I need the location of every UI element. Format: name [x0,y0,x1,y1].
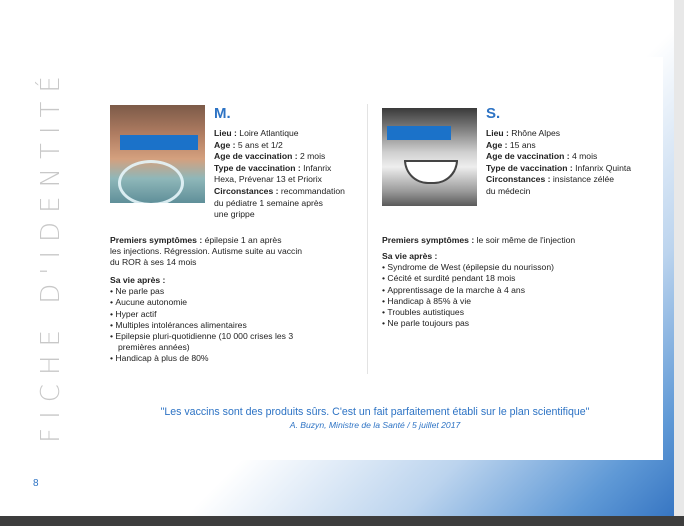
portrait-m [110,105,205,203]
list-item: • Troubles autistiques [382,307,602,318]
profile-info-m [214,128,364,221]
info-row: Age de vaccination : 2 mois [214,151,326,162]
oxygen-tube [118,160,184,203]
info-row: du pédiatre 1 semaine après [214,197,323,208]
info-row: Circonstances : insistance zélée [486,174,615,185]
info-row: Lieu : Loire Atlantique [214,128,299,138]
info-row: Type de vaccination : Infanrix Quinta [486,162,632,173]
symptoms-m [110,235,360,269]
list-item: • Ne parle pas [110,286,320,297]
info-row: Age : 5 ans et 1/2 [214,139,283,150]
column-divider [367,104,368,374]
info-row: une grippe [214,209,255,220]
info-row: Hexa, Prévenar 13 et Priorix [214,174,322,185]
list-item: • Cécité et surdité pendant 18 mois [382,273,602,284]
life-after-s [382,251,602,329]
list-item: • Multiples intolérances alimentaires [110,320,320,331]
symptoms-text-m: Premiers symptômes : épilepsie 1 an après [110,235,282,245]
info-row: du médecin [486,185,531,196]
life-after-m [110,275,320,365]
life-after-label-s: Sa vie après : [382,251,438,261]
symptoms-s [382,235,642,246]
portrait-s [382,108,477,206]
life-after-label-m: Sa vie après : [110,275,166,285]
quote-block [100,406,650,430]
list-item: • Epilepsie pluri-quotidienne (10 000 crises les 3 premières années) [110,331,320,353]
profile-name-s: S. [486,105,501,122]
quote-text: "Les vaccins sont des produits sûrs. C'est un fait parfaitement établi sur le plan scientifique" [160,406,590,418]
page-edge-bottom [0,516,684,526]
info-row: Circonstances : recommandation [214,185,345,196]
censor-bar [120,135,198,150]
info-row: Type de vaccination : Infanrix [214,162,332,173]
list-item: • Apprentissage de la marche à 4 ans [382,285,602,296]
censor-bar [387,126,451,140]
list-item: • Syndrome de West (épilepsie du nourisson) [382,262,602,273]
list-item: • Aucune autonomie [110,297,320,308]
profile-info-s [486,128,646,198]
quote-attribution: A. Buzyn, Ministre de la Santé / 5 juillet 2017 [289,420,461,430]
symptoms-text-s: Premiers symptômes : le soir même de l'injection [382,235,576,245]
list-item: • Handicap à plus de 80% [110,353,320,364]
page-edge-right [674,0,684,526]
smile [404,160,458,184]
info-row: Lieu : Rhône Alpes [486,128,561,138]
list-item: • Handicap à 85% à vie [382,296,602,307]
symptoms-line-m: du ROR à ses 14 mois [110,257,197,268]
life-after-list-m [110,286,320,364]
list-item: • Hyper actif [110,309,320,320]
info-row: Age de vaccination : 4 mois [486,151,598,162]
list-item: • Ne parle toujours pas [382,318,602,329]
info-row: Age : 15 ans [486,139,536,150]
vertical-title: FICHE D'IDENTITÉ [36,66,66,443]
symptoms-line-m: les injections. Régression. Autisme suite au vaccin [110,246,303,257]
life-after-list-s [382,262,602,329]
profile-name-m: M. [214,105,231,122]
page-number: 8 [33,478,39,489]
